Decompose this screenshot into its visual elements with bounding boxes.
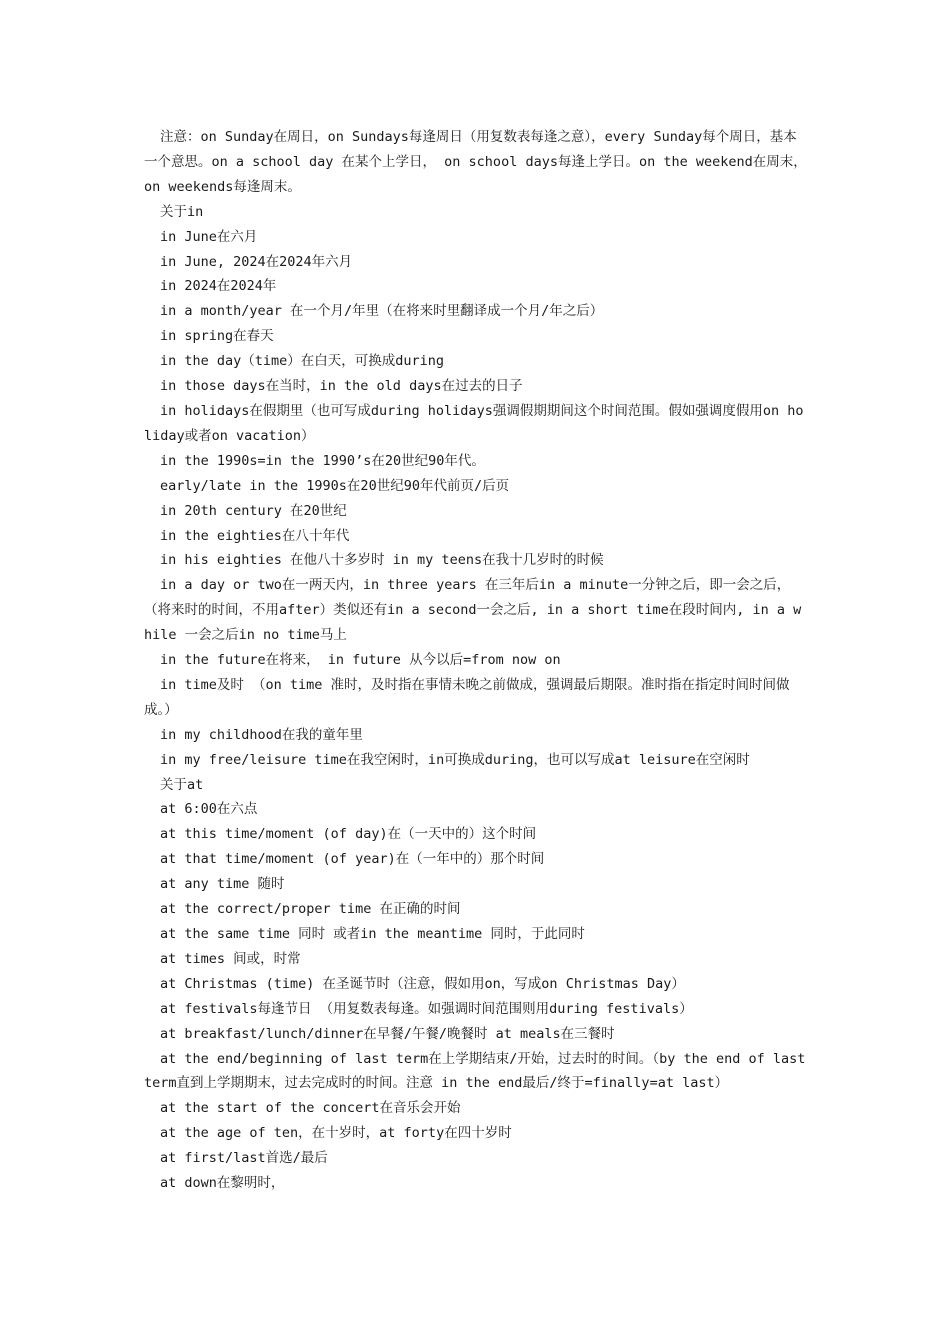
section-heading-at: 关于at [160,776,204,793]
paragraph: in time及时 （on time 准时，及时指在事情未晚之前做成，强调最后期限。准时指在指定时间时间做成。） [144,676,790,718]
paragraph: in 2024在2024年 [160,278,277,295]
paragraph: in holidays在假期里（也可写成during holidays强调假期期间这个时间范围。假如强调度假用on holiday或者on vacation） [144,402,804,444]
paragraph: in my free/leisure time在我空闲时，in可换成during，也可以写成at leisure在空闲时 [160,751,750,768]
paragraph: in June在六月 [160,228,258,245]
paragraph: in spring在春天 [160,328,274,345]
paragraph: at times 间或，时常 [160,950,301,967]
paragraph: at any time 随时 [160,876,285,893]
paragraph: in the future在将来， in future 从今以后=from now on [160,652,561,669]
paragraph: at 6:00在六点 [160,801,258,818]
paragraph: in his eighties 在他八十多岁时 in my teens在我十几岁时的时候 [160,552,604,569]
paragraph: at down在黎明时， [160,1175,285,1192]
paragraph: in 20th century 在20世纪 [160,502,347,519]
paragraph: in June, 2024在2024年六月 [160,253,353,270]
paragraph: in those days在当时，in the old days在过去的日子 [160,378,523,395]
section-heading-in: 关于in [160,203,204,220]
paragraph: at breakfast/lunch/dinner在早餐/午餐/晚餐时 at meals在三餐时 [160,1025,615,1042]
paragraph: at Christmas (time) 在圣诞节时（注意，假如用on，写成on Christmas Day） [160,975,685,992]
paragraph: in the 1990s=in the 1990’s在20世纪90年代。 [160,452,485,469]
paragraph: 注意：on Sunday在周日，on Sundays每逢周日（用复数表每逢之意），every Sunday每个周日，基本一个意思。on a school day 在某个上学日， on school days每逢上学日。on the weekend在周末，on weekends每逢周末。 [144,129,807,195]
paragraph: in the day（time）在白天，可换成during [160,353,445,370]
paragraph: at the correct/proper time 在正确的时间 [160,901,461,918]
paragraph: in a day or two在一两天内，in three years 在三年后in a minute一分钟之后，即一会之后，（将来时的时间，不用after）类似还有in a second一会之后, in a short time在段时间内, in a while 一会之后in no time马上 [144,577,802,644]
paragraph: at festivals每逢节日 （用复数表每逢。如强调时间范围则用during festivals） [160,1000,693,1017]
document-body [144,125,809,1196]
paragraph: at first/last首选/最后 [160,1150,328,1167]
paragraph: in a month/year 在一个月/年里（在将来时里翻译成一个月/年之后） [160,303,604,320]
paragraph: in my childhood在我的童年里 [160,726,363,743]
paragraph: at the age of ten，在十岁时，at forty在四十岁时 [160,1125,512,1142]
paragraph: in the eighties在八十年代 [160,527,350,544]
paragraph: early/late in the 1990s在20世纪90年代前页/后页 [160,477,510,494]
paragraph: at the end/beginning of last term在上学期结束/开始，过去时的时间。（by the end of last term直到上学期期末，过去完成时的时间。注意 in the end最后/终于=finally=at last） [144,1050,806,1092]
paragraph: at the start of the concert在音乐会开始 [160,1100,461,1117]
paragraph: at the same time 同时 或者in the meantime 同时，于此同时 [160,926,585,942]
paragraph: at that time/moment (of year)在（一年中的）那个时间 [160,851,545,868]
paragraph: at this time/moment (of day)在（一天中的）这个时间 [160,826,537,843]
